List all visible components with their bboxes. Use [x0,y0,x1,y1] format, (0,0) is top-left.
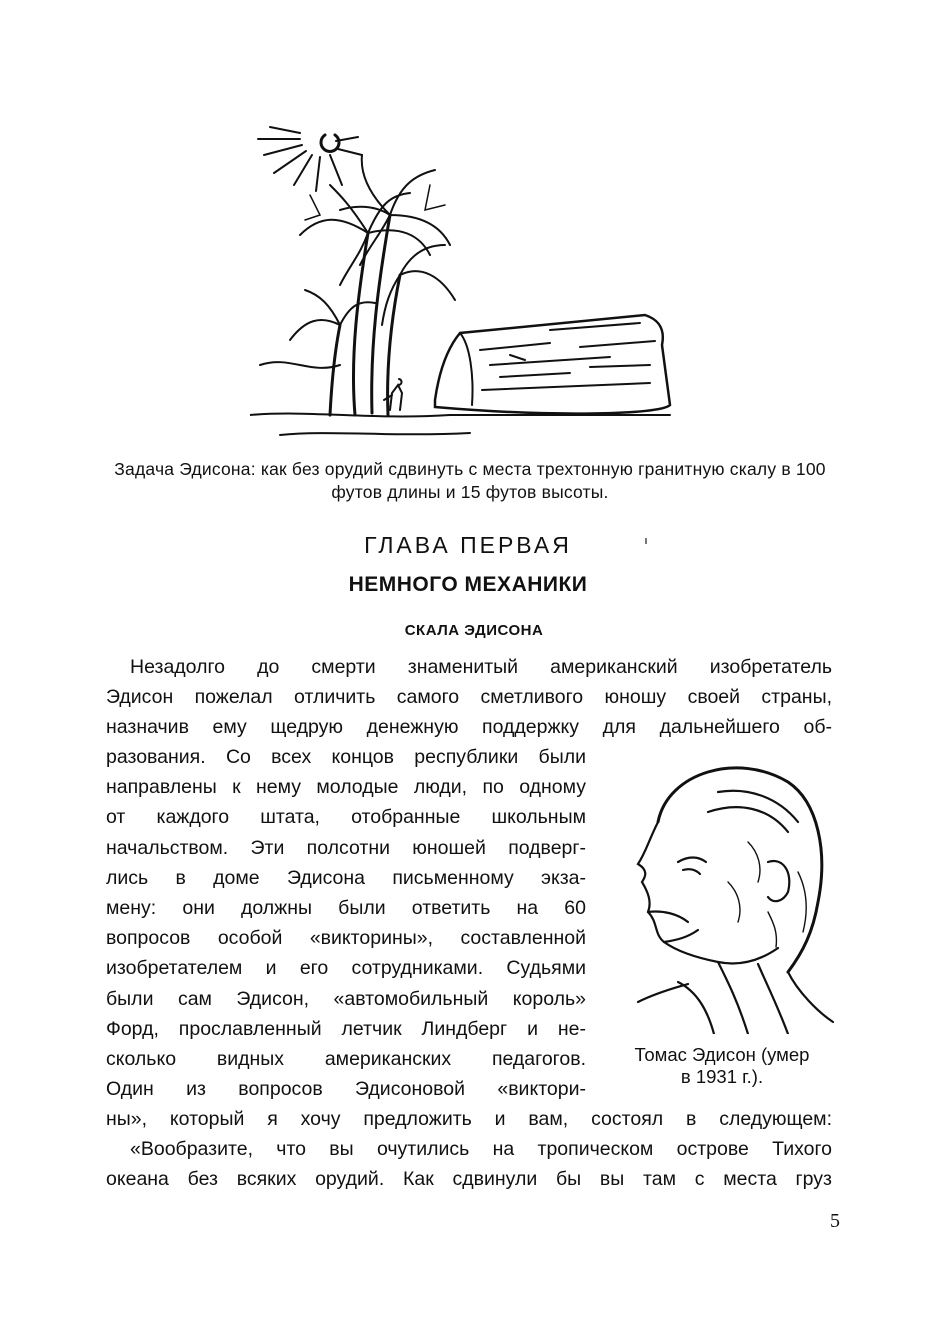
paragraph-left-column [106,742,586,1104]
text-line: Один из вопросов Эдисоновой «виктори- [106,1078,586,1101]
text-line: Эдисон пожелал отличить самого сметливого юношу своей страны, [106,686,832,709]
print-mark [645,538,647,544]
text-line: Форд, прославленный летчик Линдберг и не- [106,1017,586,1040]
text-line: начальством. Эти полсотни юношей подверг- [106,836,586,859]
text-line: вопросов особой «викторины», составленной [106,927,586,950]
text-line: изобретателем и его сотрудниками. Судьями [106,957,586,980]
paragraph-bottom [106,1104,832,1195]
text-line: направлены к нему молодые люди, по одному [106,776,586,799]
section-title: СКАЛА ЭДИСОНА [404,622,544,639]
text-line: от каждого штата, отобранные школьным [106,806,586,829]
chapter-number: ГЛАВА ПЕРВАЯ [364,532,572,558]
text-line: ны», который я хочу предложить и вам, состоял в следующем: [106,1108,832,1130]
illustration-caption: Задача Эдисона: как без орудий сдвинуть с места трехтонную гранитную скалу в 100 футов длины и 15 футов высоты. [114,459,826,502]
text-line: лись в доме Эдисона письменному экза- [106,866,586,889]
text-line: «Вообразите, что вы очутились на тропическом острове Тихого [130,1138,832,1161]
text-line: океана без всяких орудий. Как сдвинули бы вы там с места груз [106,1168,832,1191]
edison-portrait [618,752,836,1034]
text-line: мену: они должны были ответить на 60 [106,896,586,919]
paragraph-top [106,652,832,743]
text-line: Незадолго до смерти знаменитый американский изобретатель [130,656,832,678]
text-line: были сам Эдисон, «автомобильный король» [106,987,586,1010]
text-line: разования. Со всех концов республики были [106,746,586,768]
text-line: сколько видных американских педагогов. [106,1047,586,1070]
portrait-caption-line: в 1931 г.). [680,1066,764,1087]
portrait-caption-line: Томас Эдисон (умер [634,1044,810,1065]
page-number: 5 [830,1210,840,1232]
palm-rock-illustration [250,115,690,460]
chapter-title: НЕМНОГО МЕХАНИКИ [348,573,588,596]
portrait-caption [604,1044,840,1088]
text-line: назначив ему щедрую денежную поддержку для дальнейшего об- [106,716,832,739]
